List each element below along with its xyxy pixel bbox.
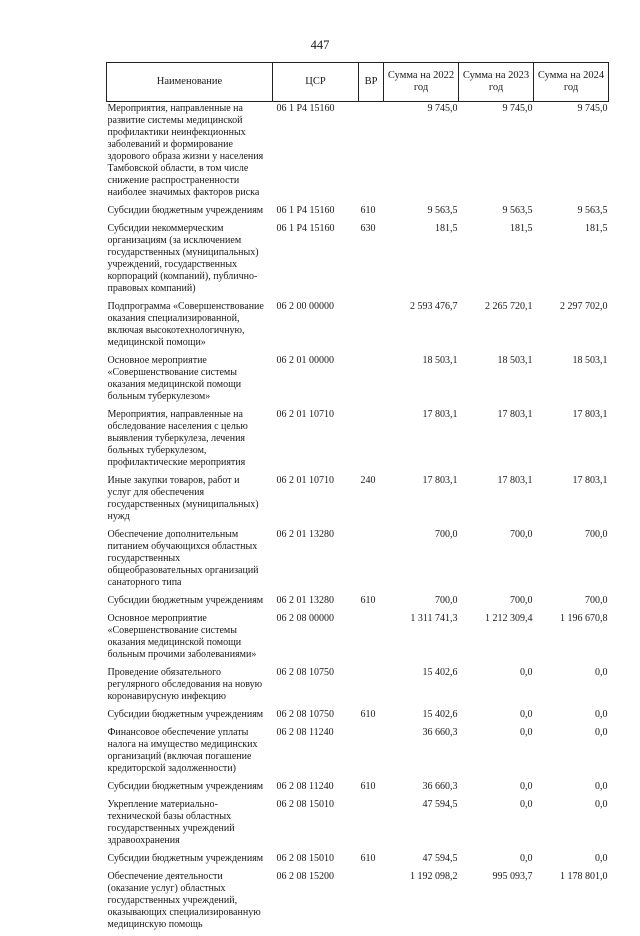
row-vr: 610 [359, 852, 384, 870]
row-sum-2023: 700,0 [459, 594, 534, 612]
row-name: Субсидии бюджетным учреждениям [107, 594, 273, 612]
row-sum-2023: 17 803,1 [459, 408, 534, 474]
row-sum-2022: 181,5 [384, 222, 459, 300]
row-sum-2022: 36 660,3 [384, 726, 459, 780]
row-vr [359, 798, 384, 852]
row-sum-2024: 18 503,1 [534, 354, 609, 408]
row-sum-2024: 1 178 801,0 [534, 870, 609, 936]
table-row [107, 726, 609, 780]
row-sum-2023: 9 745,0 [459, 102, 534, 205]
row-sum-2023: 0,0 [459, 708, 534, 726]
row-csr: 06 2 00 00000 [273, 300, 359, 354]
row-sum-2024: 2 297 702,0 [534, 300, 609, 354]
row-vr: 610 [359, 708, 384, 726]
row-sum-2023: 0,0 [459, 666, 534, 708]
table-row [107, 354, 609, 408]
row-sum-2022: 9 745,0 [384, 102, 459, 205]
row-sum-2024: 1 196 670,8 [534, 612, 609, 666]
table-body [107, 102, 609, 936]
row-csr: 06 2 08 15010 [273, 852, 359, 870]
row-name: Обеспечение деятельности (оказание услуг) областных государственных учреждений, оказывающих специализированную медицинскую помощь [107, 870, 273, 936]
row-name: Иные закупки товаров, работ и услуг для обеспечения государственных (муниципальных) нужд [107, 474, 273, 528]
table-row [107, 852, 609, 870]
row-sum-2024: 0,0 [534, 798, 609, 852]
row-csr: 06 2 01 13280 [273, 528, 359, 594]
row-name: Субсидии бюджетным учреждениям [107, 852, 273, 870]
row-vr: 630 [359, 222, 384, 300]
row-csr: 06 2 01 10710 [273, 408, 359, 474]
row-name: Основное мероприятие «Совершенствование системы оказания медицинской помощи больным прочими заболеваниями» [107, 612, 273, 666]
table-row [107, 612, 609, 666]
row-vr [359, 354, 384, 408]
row-csr: 06 2 01 10710 [273, 474, 359, 528]
row-csr: 06 2 08 11240 [273, 780, 359, 798]
row-sum-2024: 17 803,1 [534, 408, 609, 474]
row-sum-2022: 47 594,5 [384, 798, 459, 852]
table-row [107, 300, 609, 354]
row-sum-2023: 18 503,1 [459, 354, 534, 408]
row-csr: 06 2 01 00000 [273, 354, 359, 408]
header-name: Наименование [107, 63, 273, 102]
row-vr [359, 870, 384, 936]
row-name: Субсидии бюджетным учреждениям [107, 780, 273, 798]
header-sum-2024: Сумма на 2024 год [534, 63, 609, 102]
row-csr: 06 2 08 15200 [273, 870, 359, 936]
header-vr: ВР [359, 63, 384, 102]
row-vr [359, 612, 384, 666]
row-csr: 06 2 08 10750 [273, 666, 359, 708]
row-csr: 06 2 01 13280 [273, 594, 359, 612]
row-sum-2022: 9 563,5 [384, 204, 459, 222]
row-sum-2023: 995 093,7 [459, 870, 534, 936]
row-sum-2024: 0,0 [534, 726, 609, 780]
row-sum-2024: 0,0 [534, 852, 609, 870]
row-sum-2022: 47 594,5 [384, 852, 459, 870]
row-name: Обеспечение дополнительным питанием обучающихся областных государственных общеобразовательных организаций санаторного типа [107, 528, 273, 594]
header-csr: ЦСР [273, 63, 359, 102]
table-row [107, 408, 609, 474]
row-csr: 06 2 08 10750 [273, 708, 359, 726]
row-csr: 06 2 08 00000 [273, 612, 359, 666]
row-vr [359, 666, 384, 708]
table-row [107, 102, 609, 205]
row-sum-2024: 9 563,5 [534, 204, 609, 222]
row-sum-2023: 2 265 720,1 [459, 300, 534, 354]
row-sum-2023: 181,5 [459, 222, 534, 300]
row-sum-2022: 700,0 [384, 594, 459, 612]
row-sum-2024: 0,0 [534, 780, 609, 798]
row-name: Мероприятия, направленные на развитие системы медицинской профилактики неинфекционных заболеваний и формирование здорового образа жизни у населения Тамбовской области, в том числе снижение распространенности наиболее значимых факторов риска [107, 102, 273, 205]
row-sum-2024: 181,5 [534, 222, 609, 300]
row-sum-2023: 9 563,5 [459, 204, 534, 222]
row-sum-2023: 0,0 [459, 798, 534, 852]
row-vr: 610 [359, 780, 384, 798]
header-sum-2022: Сумма на 2022 год [384, 63, 459, 102]
row-vr: 240 [359, 474, 384, 528]
row-sum-2023: 700,0 [459, 528, 534, 594]
table-row [107, 666, 609, 708]
row-vr: 610 [359, 594, 384, 612]
row-name: Проведение обязательного регулярного обследования на новую коронавирусную инфекцию [107, 666, 273, 708]
header-sum-2023: Сумма на 2023 год [459, 63, 534, 102]
table-row [107, 798, 609, 852]
row-name: Финансовое обеспечение уплаты налога на имущество медицинских организаций (включая погашение кредиторской задолженности) [107, 726, 273, 780]
row-sum-2022: 2 593 476,7 [384, 300, 459, 354]
row-vr [359, 300, 384, 354]
table-row [107, 204, 609, 222]
row-name: Подпрограмма «Совершенствование оказания специализированной, включая высокотехнологичную, медицинской помощи» [107, 300, 273, 354]
row-sum-2023: 17 803,1 [459, 474, 534, 528]
table-header [107, 63, 609, 102]
table-row [107, 528, 609, 594]
row-sum-2022: 700,0 [384, 528, 459, 594]
row-sum-2023: 1 212 309,4 [459, 612, 534, 666]
row-name: Основное мероприятие «Совершенствование системы оказания медицинской помощи больным туберкулезом» [107, 354, 273, 408]
row-sum-2022: 36 660,3 [384, 780, 459, 798]
row-sum-2024: 9 745,0 [534, 102, 609, 205]
row-csr: 06 1 Р4 15160 [273, 222, 359, 300]
page-number: 447 [0, 38, 640, 53]
table-row [107, 222, 609, 300]
row-csr: 06 2 08 15010 [273, 798, 359, 852]
row-name: Мероприятия, направленные на обследование населения с целью выявления туберкулеза, лечения больных туберкулезом, профилактические мероприятия [107, 408, 273, 474]
row-vr [359, 408, 384, 474]
row-sum-2022: 15 402,6 [384, 666, 459, 708]
row-sum-2022: 1 192 098,2 [384, 870, 459, 936]
table-row [107, 780, 609, 798]
row-sum-2022: 15 402,6 [384, 708, 459, 726]
table-row [107, 870, 609, 936]
row-sum-2022: 18 503,1 [384, 354, 459, 408]
row-sum-2024: 17 803,1 [534, 474, 609, 528]
row-sum-2024: 700,0 [534, 594, 609, 612]
row-vr [359, 102, 384, 205]
row-sum-2024: 0,0 [534, 708, 609, 726]
row-csr: 06 1 Р4 15160 [273, 204, 359, 222]
row-vr: 610 [359, 204, 384, 222]
row-vr [359, 528, 384, 594]
table-row [107, 708, 609, 726]
row-sum-2023: 0,0 [459, 780, 534, 798]
row-sum-2022: 17 803,1 [384, 408, 459, 474]
row-sum-2023: 0,0 [459, 852, 534, 870]
row-sum-2024: 0,0 [534, 666, 609, 708]
row-sum-2024: 700,0 [534, 528, 609, 594]
row-vr [359, 726, 384, 780]
row-csr: 06 1 Р4 15160 [273, 102, 359, 205]
row-name: Укрепление материально-технической базы областных государственных учреждений здравоохранения [107, 798, 273, 852]
table-row [107, 594, 609, 612]
row-name: Субсидии бюджетным учреждениям [107, 708, 273, 726]
row-csr: 06 2 08 11240 [273, 726, 359, 780]
row-sum-2022: 17 803,1 [384, 474, 459, 528]
row-sum-2023: 0,0 [459, 726, 534, 780]
row-sum-2022: 1 311 741,3 [384, 612, 459, 666]
table-row [107, 474, 609, 528]
row-name: Субсидии некоммерческим организациям (за исключением государственных (муниципальных) учреждений, государственных корпораций (компаний), публично-правовых компаний) [107, 222, 273, 300]
budget-table [106, 62, 609, 936]
row-name: Субсидии бюджетным учреждениям [107, 204, 273, 222]
